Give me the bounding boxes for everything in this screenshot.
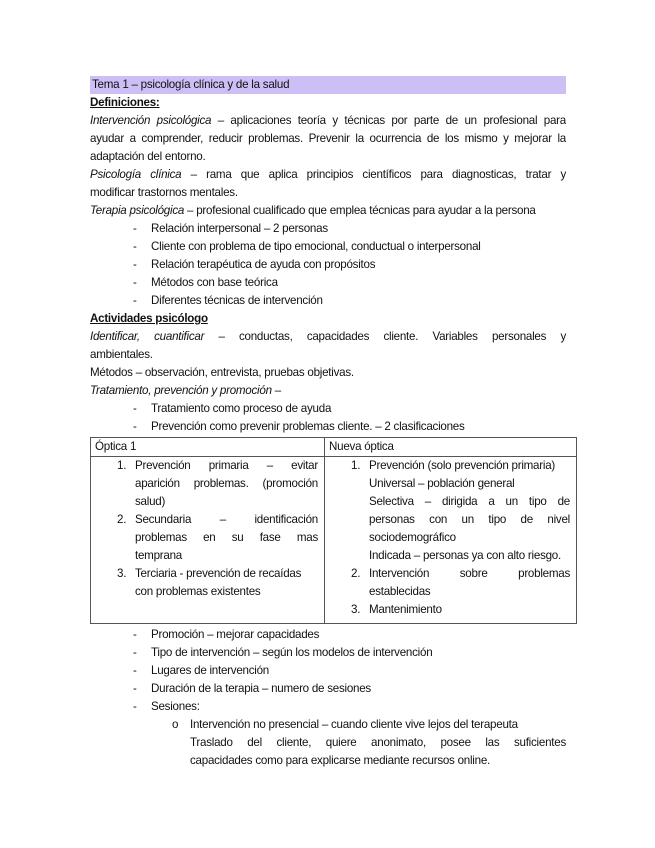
list-item-text: Duración de la terapia – numero de sesiones (151, 682, 371, 695)
bullet-dash-icon: - (133, 258, 137, 271)
list-item-text: capacidades como para explicarse mediante recursos online. (190, 754, 490, 767)
list-number: 1. (351, 459, 361, 472)
list-number: 3. (351, 603, 361, 616)
sub-list-line (90, 716, 566, 734)
numbered-list-line (95, 457, 320, 475)
list-item-text: personas con un tipo de nivel (369, 513, 570, 526)
list-number: 2. (351, 567, 361, 580)
list-item-text: Prevención (solo prevención primaria) (369, 459, 555, 472)
list-item-text: Relación interpersonal – 2 personas (151, 222, 328, 235)
text: – profesional cualificado que emplea técnicas para ayudar a la persona (184, 204, 536, 217)
list-item (90, 698, 566, 716)
numbered-list-line (95, 475, 320, 493)
numbered-list-line (329, 493, 572, 511)
numbered-list-line (329, 529, 572, 547)
page-title: Tema 1 – psicología clínica y de la salud (90, 76, 566, 94)
sub-list-line (90, 734, 566, 752)
list-item (90, 662, 566, 680)
paragraph-line (90, 382, 566, 400)
paragraph-line: ambientales. (90, 348, 153, 361)
bullet-dash-icon: - (133, 294, 137, 307)
text: – rama que aplica principios científicos para diagnosticas, tratar y (181, 168, 566, 181)
list-item-text: Prevención primaria – evitar (135, 459, 318, 472)
bullet-dash-icon: - (133, 402, 137, 415)
list-item-text: salud) (135, 495, 166, 508)
paragraph-line (90, 166, 566, 184)
bullet-dash-icon: - (133, 646, 137, 659)
table-header-nueva-optica: Nueva óptica (325, 438, 577, 457)
bullet-dash-icon: - (133, 664, 137, 677)
list-item-text: Diferentes técnicas de intervención (151, 294, 323, 307)
sub-list-line (90, 752, 566, 770)
list-item (90, 626, 566, 644)
list-item-text: Relación terapéutica de ayuda con propósitos (151, 258, 376, 271)
term: Intervención psicológica (90, 114, 212, 127)
bullet-dash-icon: - (133, 700, 137, 713)
list-item-text: Mantenimiento (369, 603, 442, 616)
table-cell-right (325, 457, 577, 624)
list-item-text: Terciaria - prevención de recaídas (135, 567, 302, 580)
numbered-list-line (329, 565, 572, 583)
numbered-list-line (95, 583, 320, 601)
list-item-text: Intervención sobre problemas (369, 567, 570, 580)
paragraph-line: modificar trastornos mentales. (90, 186, 238, 199)
numbered-list-line (95, 493, 320, 511)
list-item (90, 238, 566, 256)
numbered-list-line (95, 547, 320, 565)
list-item (90, 292, 566, 310)
text: – conductas, capacidades cliente. Variables personales y (204, 330, 566, 343)
list-item-text: Prevención como prevenir problemas cliente. – 2 clasificaciones (151, 420, 465, 433)
numbered-list-line (95, 511, 320, 529)
list-item-text: Cliente con problema de tipo emocional, conductual o interpersonal (151, 240, 481, 253)
table-header-optica-1: Óptica 1 (91, 438, 325, 457)
term: Psicología clínica (90, 168, 182, 181)
text: – (271, 384, 281, 397)
numbered-list-line (95, 529, 320, 547)
list-number: 3. (117, 567, 127, 580)
bullet-dash-icon: - (133, 240, 137, 253)
circle-bullet-icon: o (172, 718, 179, 731)
paragraph-line (90, 328, 566, 346)
term: Identificar, cuantificar (90, 330, 205, 343)
table-cell-left (91, 457, 325, 624)
list-item-text: Traslado del cliente, quiere anonimato, posee las suficientes (190, 736, 566, 749)
numbered-list-line (95, 565, 320, 583)
bullet-dash-icon: - (133, 222, 137, 235)
numbered-list-line (329, 601, 572, 619)
numbered-list-line (329, 475, 572, 493)
paragraph-line (90, 202, 566, 220)
list-number: 2. (117, 513, 127, 526)
numbered-list-line (329, 583, 572, 601)
heading-definiciones: Definiciones: (90, 96, 160, 109)
list-item (90, 644, 566, 662)
list-item-text: aparición problemas. (promoción (135, 477, 318, 490)
term: Terapia psicológica (90, 204, 185, 217)
text: – aplicaciones teoría y técnicas por parte de un profesional para (211, 114, 566, 127)
list-item-text: Indicada – personas ya con alto riesgo. (369, 549, 561, 562)
numbered-list-line (329, 547, 572, 565)
list-item (90, 256, 566, 274)
bullet-dash-icon: - (133, 628, 137, 641)
list-item-text: Sesiones: (151, 700, 200, 713)
list-number: 1. (117, 459, 127, 472)
list-item-text: establecidas (369, 585, 431, 598)
list-item-text: Promoción – mejorar capacidades (151, 628, 320, 641)
list-item-text: Universal – población general (369, 477, 515, 490)
bullet-dash-icon: - (133, 276, 137, 289)
prevention-table (90, 437, 577, 624)
paragraph-line: adaptación del entorno. (90, 150, 206, 163)
list-item (90, 400, 566, 418)
heading-actividades: Actividades psicólogo (90, 312, 208, 325)
list-item-text: problemas en su fase mas (135, 531, 318, 544)
list-item-text: con problemas existentes (135, 585, 261, 598)
numbered-list-line (329, 511, 572, 529)
bullet-dash-icon: - (133, 420, 137, 433)
list-item-text: sociodemográfico (369, 531, 456, 544)
list-item-text: Intervención no presencial – cuando cliente vive lejos del terapeuta (190, 718, 518, 731)
term: Tratamiento, prevención y promoción (90, 384, 272, 397)
list-item (90, 220, 566, 238)
list-item (90, 680, 566, 698)
paragraph-line (90, 112, 566, 130)
list-item-text: Secundaria – identificación (135, 513, 318, 526)
paragraph-line: ayudar a comprender, reducir problemas. Prevenir la ocurrencia de los mismo y mejorar la (90, 132, 566, 145)
list-item (90, 274, 566, 292)
list-item-text: Tratamiento como proceso de ayuda (151, 402, 332, 415)
list-item-text: Métodos con base teórica (151, 276, 278, 289)
paragraph-line: Métodos – observación, entrevista, pruebas objetivas. (90, 366, 354, 379)
document-page (90, 76, 570, 770)
list-item (90, 418, 566, 436)
list-item-text: Tipo de intervención – según los modelos de intervención (151, 646, 433, 659)
list-item-text: temprana (135, 549, 182, 562)
list-item-text: Lugares de intervención (151, 664, 269, 677)
bullet-dash-icon: - (133, 682, 137, 695)
numbered-list-line (329, 457, 572, 475)
list-item-text: Selectiva – dirigida a un tipo de (369, 495, 570, 508)
